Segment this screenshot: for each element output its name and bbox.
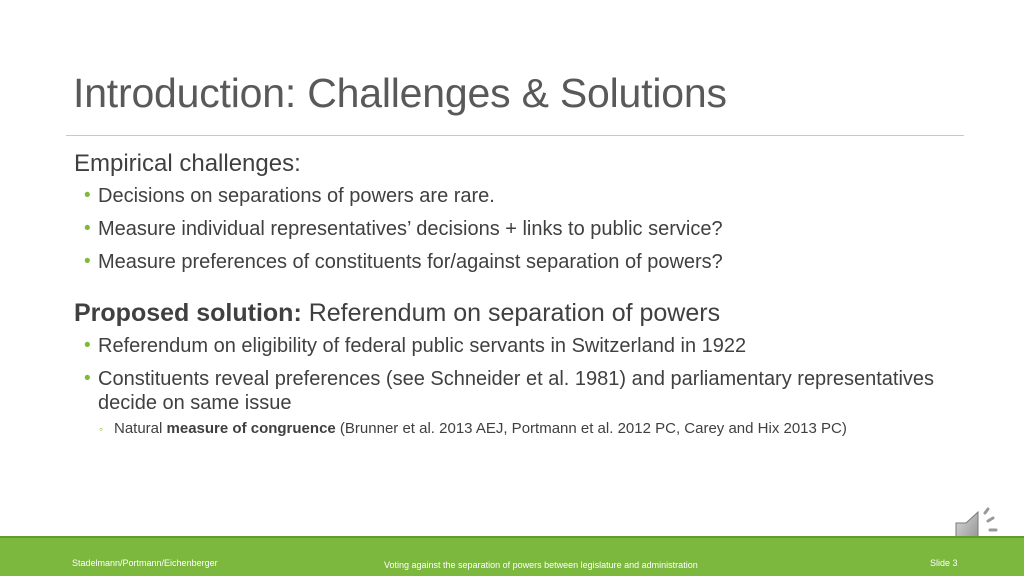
list-item: [74, 367, 964, 415]
bullet-icon: •: [84, 368, 91, 389]
list-item: [74, 184, 964, 208]
bullet-text: Constituents reveal preferences (see Schneider et al. 1981) and parliamentary representatives decide on same issue: [98, 368, 935, 414]
solution-list: [74, 334, 964, 439]
heading-bold: Proposed solution:: [74, 299, 302, 327]
bullet-text: Decisions on separations of powers are rare.: [98, 185, 495, 207]
bullet-text: Measure individual representatives’ decisions + links to public service?: [98, 218, 723, 240]
bullet-icon: •: [84, 335, 91, 356]
sub-bullet-rest: (Brunner et al. 2013 AEJ, Portmann et al. 2012 PC, Carey and Hix 2013 PC): [335, 420, 847, 437]
sub-list-item: [74, 419, 964, 439]
title-divider: [66, 135, 964, 136]
list-item: [74, 217, 964, 241]
sub-bullet-bold: measure of congruence: [166, 420, 336, 437]
heading-rest: Referendum on separation of powers: [301, 299, 721, 327]
slide-content: [74, 148, 964, 439]
footer-bar: [0, 538, 1024, 576]
bullet-icon: •: [84, 185, 91, 206]
bullet-text: Referendum on eligibility of federal public servants in Switzerland in 1922: [98, 335, 747, 357]
list-item: [74, 250, 964, 274]
section-heading-solution: [74, 296, 964, 330]
bullet-icon: •: [84, 251, 91, 272]
footer-slide-number: Slide 3: [930, 558, 958, 568]
bullet-icon: •: [84, 218, 91, 239]
sub-bullet-prefix: Natural: [114, 420, 167, 437]
challenges-list: [74, 184, 964, 274]
footer-topic: Voting against the separation of powers between legislature and administration: [384, 560, 698, 570]
footer-authors: Stadelmann/Portmann/Eichenberger: [72, 558, 218, 568]
section-heading-challenges: Empirical challenges:: [74, 150, 301, 177]
list-item: [74, 334, 964, 358]
sub-bullet-icon: ◦: [99, 422, 104, 436]
bullet-text: Measure preferences of constituents for/against separation of powers?: [98, 251, 723, 273]
slide-title: Introduction: Challenges & Solutions: [73, 70, 727, 116]
